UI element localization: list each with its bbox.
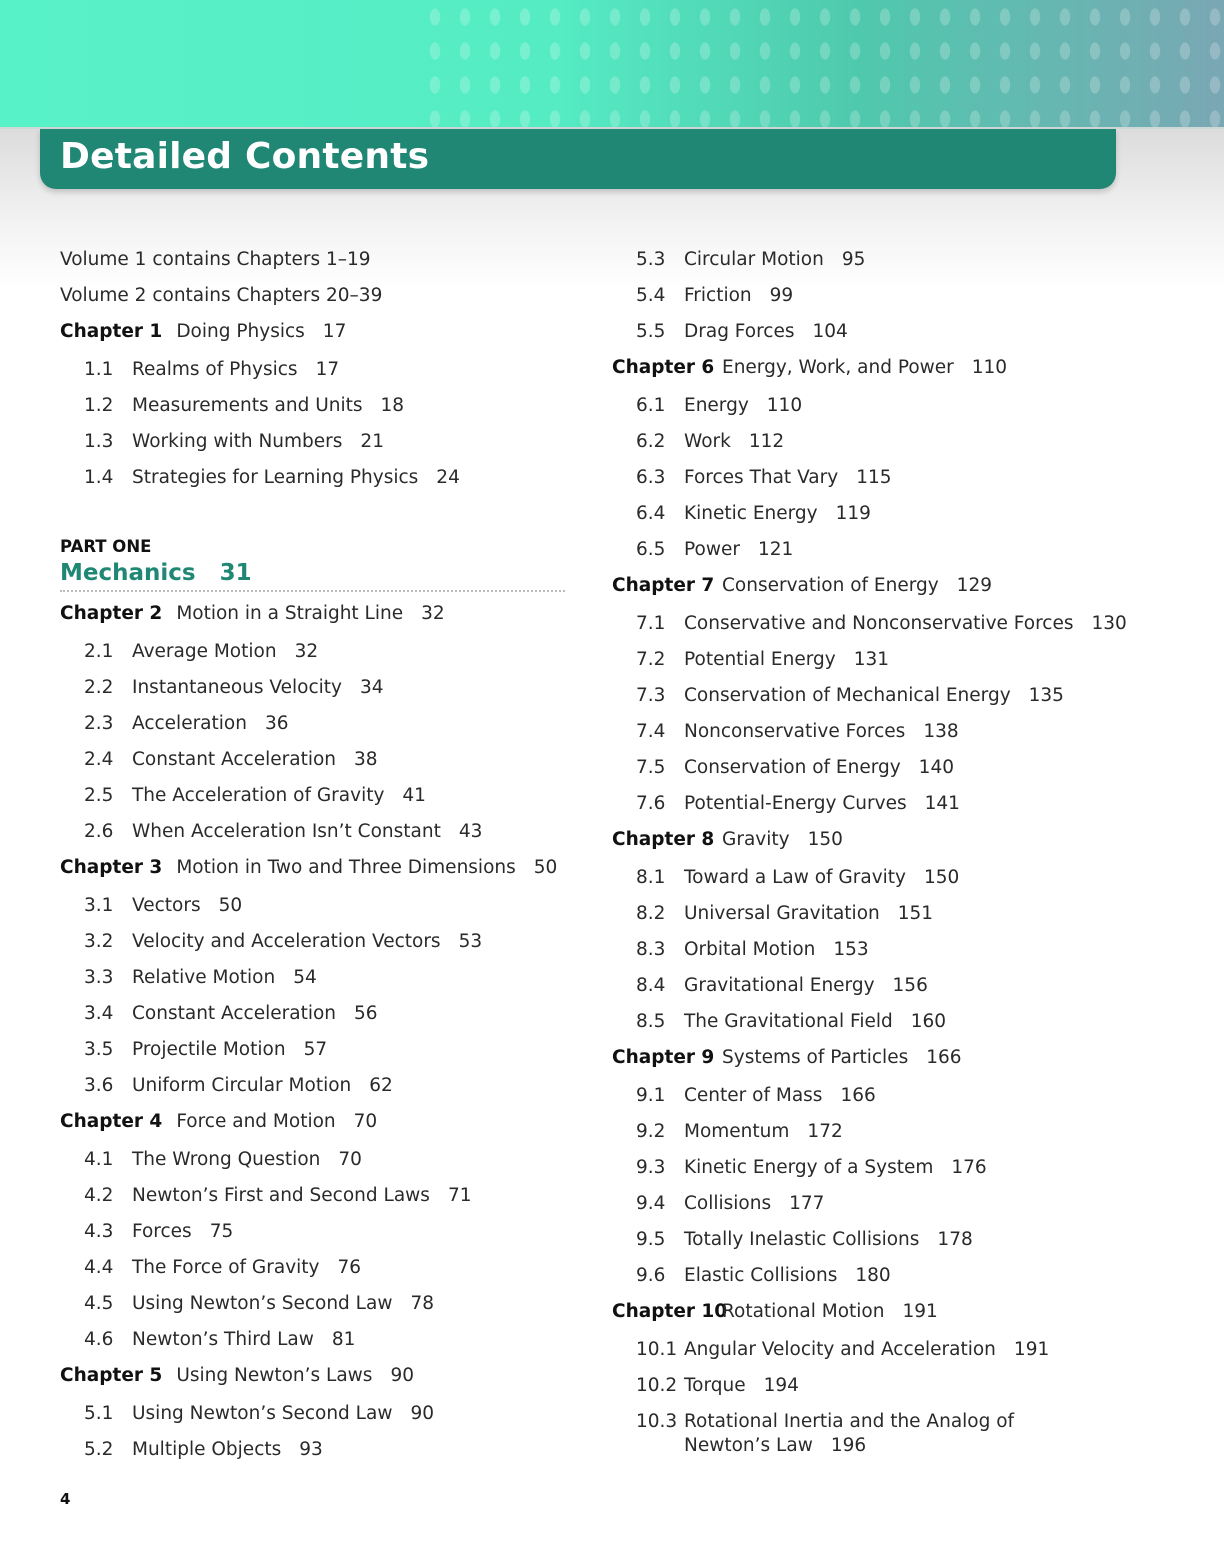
- page-ref: 135: [1028, 685, 1064, 706]
- section-entry[interactable]: [60, 1034, 570, 1070]
- chapter-title: Doing Physics: [176, 321, 305, 342]
- page-ref: 180: [855, 1265, 891, 1286]
- chapter-entry[interactable]: [612, 1296, 1112, 1334]
- section-number: 9.4: [636, 1193, 666, 1214]
- section-number: 5.2: [84, 1439, 114, 1460]
- page-ref: 36: [264, 713, 289, 734]
- section-entry[interactable]: [60, 390, 570, 426]
- section-number: 4.2: [84, 1185, 114, 1206]
- page-ref: 78: [410, 1293, 435, 1314]
- section-title: Friction: [684, 285, 752, 306]
- chapter-label: Chapter 2: [60, 603, 163, 624]
- section-number: 9.6: [636, 1265, 666, 1286]
- section-entry[interactable]: [612, 970, 1112, 1006]
- page-ref: 196: [830, 1435, 867, 1456]
- page-ref: 112: [748, 431, 785, 452]
- chapter-entry[interactable]: [612, 1042, 1112, 1080]
- page-ref: 166: [926, 1047, 962, 1068]
- section-number: 7.2: [636, 649, 666, 670]
- section-number: 1.2: [84, 395, 114, 416]
- page-ref: 176: [951, 1157, 987, 1178]
- section-number: 8.3: [636, 939, 666, 960]
- section-entry[interactable]: [612, 280, 1112, 316]
- chapter-title: Motion in a Straight Line: [176, 603, 404, 624]
- section-title: Circular Motion: [684, 249, 824, 270]
- section-number: 2.2: [84, 677, 114, 698]
- part-name: Mechanics: [60, 560, 196, 586]
- section-entry[interactable]: [612, 1334, 1112, 1370]
- section-entry[interactable]: [612, 862, 1112, 898]
- page-ref: 191: [902, 1301, 938, 1322]
- section-number: 5.4: [636, 285, 666, 306]
- section-title: Realms of Physics: [132, 359, 298, 380]
- page-ref: 160: [910, 1011, 947, 1032]
- section-title: Constant Acceleration: [132, 1003, 337, 1024]
- section-entry[interactable]: [60, 1070, 570, 1106]
- part-spacer: [60, 498, 570, 536]
- chapter-label: Chapter 7: [612, 575, 715, 596]
- page-title: Detailed Contents: [60, 136, 430, 177]
- section-entry[interactable]: [60, 1180, 570, 1216]
- chapter-entry[interactable]: [612, 570, 1112, 608]
- section-title: Working with Numbers: [132, 431, 343, 452]
- section-number: 1.3: [84, 431, 114, 452]
- section-title: Forces: [132, 1221, 192, 1242]
- page-ref: 43: [458, 821, 483, 842]
- section-number: 8.4: [636, 975, 666, 996]
- page-ref: 150: [924, 867, 960, 888]
- section-title: Multiple Objects: [132, 1439, 282, 1460]
- section-number: 10.1: [636, 1339, 678, 1360]
- page-ref: 151: [897, 903, 934, 924]
- chapter-title: Energy, Work, and Power: [722, 357, 954, 378]
- section-text: [684, 1410, 1084, 1458]
- section-number: 2.4: [84, 749, 114, 770]
- section-number: 4.6: [84, 1329, 114, 1350]
- section-title: Conservative and Nonconservative Forces: [684, 613, 1074, 634]
- chapter-entry[interactable]: [60, 852, 570, 890]
- page-ref: 71: [447, 1185, 472, 1206]
- part-title[interactable]: [60, 558, 565, 592]
- section-number: 6.2: [636, 431, 666, 452]
- chapter-5-continued: [612, 244, 1112, 352]
- section-number: 9.2: [636, 1121, 666, 1142]
- section-number: 5.5: [636, 321, 666, 342]
- section-title: Forces That Vary: [684, 467, 839, 488]
- page-ref: 178: [937, 1229, 973, 1250]
- section-number: 9.5: [636, 1229, 666, 1250]
- section-entry[interactable]: [60, 1144, 570, 1180]
- section-title: Gravitational Energy: [684, 975, 875, 996]
- section-entry[interactable]: [612, 1006, 1112, 1042]
- volume-note-2: Volume 2 contains Chapters 20–39: [60, 285, 383, 306]
- page-ref: 50: [533, 857, 558, 878]
- section-number: 3.3: [84, 967, 114, 988]
- section-entry[interactable]: [612, 1080, 1112, 1116]
- section-title: Power: [684, 539, 740, 560]
- section-number: 9.3: [636, 1157, 666, 1178]
- section-title: Toward a Law of Gravity: [684, 867, 906, 888]
- section-entry[interactable]: [60, 1216, 570, 1252]
- section-entry[interactable]: [60, 708, 570, 744]
- section-entry[interactable]: [612, 934, 1112, 970]
- section-title: Rotational Inertia and the Analog of Newton’s Law: [684, 1411, 1015, 1456]
- right-column: [612, 244, 1127, 1458]
- section-title: Energy: [684, 395, 749, 416]
- chapter-1-entry[interactable]: [60, 316, 570, 354]
- page-ref: 93: [299, 1439, 323, 1460]
- section-number: 1.1: [84, 359, 114, 380]
- page-ref: 41: [402, 785, 426, 806]
- section-title: Newton’s First and Second Laws: [132, 1185, 430, 1206]
- section-title: Instantaneous Velocity: [132, 677, 342, 698]
- section-number: 10.2: [636, 1375, 678, 1396]
- section-number: 4.3: [84, 1221, 114, 1242]
- left-column: [60, 244, 570, 1470]
- page-ref: 75: [209, 1221, 234, 1242]
- chapter-label: Chapter 8: [612, 829, 715, 850]
- page-ref: 56: [354, 1003, 378, 1024]
- page-ref: 90: [410, 1403, 435, 1424]
- chapter-title: Gravity: [722, 829, 790, 850]
- section-entry[interactable]: [612, 898, 1112, 934]
- page-ref: 17: [315, 359, 340, 380]
- section-entry[interactable]: [612, 462, 1112, 498]
- section-entry[interactable]: [612, 644, 1112, 680]
- section-entry[interactable]: [612, 608, 1127, 644]
- part-label: PART ONE: [60, 537, 152, 556]
- chapter-entry[interactable]: [60, 1360, 570, 1398]
- page-ref: 129: [956, 575, 992, 596]
- section-title: Center of Mass: [684, 1085, 823, 1106]
- section-title: Constant Acceleration: [132, 749, 337, 770]
- section-entry[interactable]: [60, 1434, 570, 1470]
- chapter-label: Chapter 4: [60, 1111, 163, 1132]
- page-ref: 191: [1013, 1339, 1050, 1360]
- section-entry[interactable]: [612, 1116, 1112, 1152]
- page-ref: 32: [421, 603, 445, 624]
- section-title: Work: [684, 431, 731, 452]
- section-title: Kinetic Energy of a System: [684, 1157, 934, 1178]
- section-entry[interactable]: [612, 1188, 1112, 1224]
- section-number: 6.4: [636, 503, 666, 524]
- section-title: Kinetic Energy: [684, 503, 818, 524]
- section-entry[interactable]: [612, 316, 1112, 352]
- chapter-title: Motion in Two and Three Dimensions: [176, 857, 516, 878]
- page-ref: 115: [856, 467, 892, 488]
- section-entry[interactable]: [612, 534, 1112, 570]
- section-number: 6.1: [636, 395, 666, 416]
- section-number: 8.2: [636, 903, 666, 924]
- section-title: Universal Gravitation: [684, 903, 880, 924]
- page-ref: 90: [390, 1365, 414, 1386]
- page-ref: 140: [918, 757, 954, 778]
- section-title: Nonconservative Forces: [684, 721, 906, 742]
- section-entry[interactable]: [612, 498, 1112, 534]
- section-title: Potential-Energy Curves: [684, 793, 907, 814]
- section-title: Newton’s Third Law: [132, 1329, 314, 1350]
- section-number: 6.3: [636, 467, 666, 488]
- section-title: Drag Forces: [684, 321, 795, 342]
- chapter-entry[interactable]: [612, 352, 1112, 390]
- section-entry[interactable]: [612, 390, 1112, 426]
- section-title: Elastic Collisions: [684, 1265, 838, 1286]
- section-entry[interactable]: [612, 1224, 1112, 1260]
- section-title: Using Newton’s Second Law: [132, 1403, 393, 1424]
- section-title: Using Newton’s Second Law: [132, 1293, 393, 1314]
- section-entry[interactable]: [612, 1406, 1112, 1458]
- section-title: Projectile Motion: [132, 1039, 286, 1060]
- section-number: 4.5: [84, 1293, 114, 1314]
- section-entry[interactable]: [60, 462, 570, 498]
- page-ref: 177: [789, 1193, 825, 1214]
- page-ref: 70: [338, 1149, 362, 1170]
- page-ref: 172: [807, 1121, 843, 1142]
- page-number: 4: [60, 1490, 71, 1508]
- section-number: 6.5: [636, 539, 666, 560]
- section-number: 7.1: [636, 613, 666, 634]
- page-ref: 34: [359, 677, 384, 698]
- section-entry[interactable]: [612, 788, 1112, 824]
- section-entry[interactable]: [60, 926, 570, 962]
- page-ref: 18: [380, 395, 405, 416]
- section-title: Totally Inelastic Collisions: [684, 1229, 920, 1250]
- section-number: 5.1: [84, 1403, 114, 1424]
- page-ref: 130: [1091, 613, 1127, 634]
- section-title: Strategies for Learning Physics: [132, 467, 419, 488]
- section-number: 3.2: [84, 931, 114, 952]
- section-entry[interactable]: [612, 1152, 1112, 1188]
- page-ref: 99: [769, 285, 794, 306]
- page-ref: 62: [369, 1075, 393, 1096]
- chapter-title: Conservation of Energy: [722, 575, 939, 596]
- page-ref: 110: [971, 357, 1008, 378]
- page-ref: 76: [337, 1257, 362, 1278]
- chapter-entry[interactable]: [612, 824, 1112, 862]
- section-number: 3.1: [84, 895, 114, 916]
- section-entry[interactable]: [60, 672, 570, 708]
- section-title: Conservation of Mechanical Energy: [684, 685, 1011, 706]
- section-entry[interactable]: [612, 680, 1112, 716]
- section-entry[interactable]: [60, 816, 570, 852]
- banner-pattern: [420, 0, 1224, 127]
- section-number: 7.4: [636, 721, 666, 742]
- page-ref: 150: [807, 829, 843, 850]
- section-title: Angular Velocity and Acceleration: [684, 1339, 996, 1360]
- page-ref: 156: [892, 975, 928, 996]
- page-ref: 24: [436, 467, 460, 488]
- section-number: 3.6: [84, 1075, 114, 1096]
- page-ref: 50: [218, 895, 243, 916]
- section-title: The Wrong Question: [132, 1149, 321, 1170]
- section-number: 10.3: [636, 1411, 678, 1432]
- chapter-label: Chapter 5: [60, 1365, 163, 1386]
- section-title: Potential Energy: [684, 649, 836, 670]
- section-entry[interactable]: [60, 1252, 570, 1288]
- section-number: 2.5: [84, 785, 114, 806]
- page-ref: 95: [841, 249, 866, 270]
- section-entry[interactable]: [612, 1370, 1112, 1406]
- section-title: Momentum: [684, 1121, 790, 1142]
- page-ref: 21: [360, 431, 384, 452]
- page-ref: 166: [840, 1085, 876, 1106]
- page-ref: 194: [763, 1375, 799, 1396]
- right-chapter-list: [612, 352, 1127, 1458]
- section-entry[interactable]: [60, 636, 570, 672]
- section-number: 8.1: [636, 867, 666, 888]
- section-title: Orbital Motion: [684, 939, 816, 960]
- section-title: The Force of Gravity: [132, 1257, 320, 1278]
- page-ref: 119: [835, 503, 871, 524]
- page-ref: 53: [458, 931, 483, 952]
- chapter-label: Chapter 6: [612, 357, 715, 378]
- section-number: 3.4: [84, 1003, 114, 1024]
- section-number: 7.3: [636, 685, 666, 706]
- section-entry[interactable]: [612, 1260, 1112, 1296]
- section-title: Vectors: [132, 895, 201, 916]
- chapter-title: Force and Motion: [176, 1111, 336, 1132]
- section-entry[interactable]: [60, 890, 570, 926]
- page-ref: 38: [354, 749, 378, 770]
- page-ref: 153: [833, 939, 869, 960]
- section-entry[interactable]: [60, 780, 570, 816]
- chapter-entry[interactable]: [60, 1106, 570, 1144]
- section-title: Conservation of Energy: [684, 757, 901, 778]
- section-entry[interactable]: [60, 744, 570, 780]
- section-entry[interactable]: [60, 1288, 570, 1324]
- section-entry[interactable]: [612, 244, 1112, 280]
- chapter-entry[interactable]: [60, 598, 570, 636]
- page-ref: 32: [294, 641, 319, 662]
- page-ref: 31: [219, 560, 252, 586]
- section-title: Collisions: [684, 1193, 772, 1214]
- section-number: 5.3: [636, 249, 666, 270]
- section-number: 3.5: [84, 1039, 114, 1060]
- section-title: Acceleration: [132, 713, 247, 734]
- page-ref: 54: [293, 967, 317, 988]
- section-title: The Gravitational Field: [684, 1011, 893, 1032]
- chapter-title: Rotational Motion: [722, 1301, 885, 1322]
- volume-note-1: Volume 1 contains Chapters 1–19: [60, 249, 371, 270]
- section-title: Measurements and Units: [132, 395, 363, 416]
- section-entry[interactable]: [60, 354, 570, 390]
- section-title: Torque: [684, 1375, 746, 1396]
- section-number: 4.4: [84, 1257, 114, 1278]
- section-number: 4.1: [84, 1149, 114, 1170]
- page-ref: 17: [322, 321, 347, 342]
- header-banner: [0, 0, 1224, 127]
- section-title: Velocity and Acceleration Vectors: [132, 931, 441, 952]
- chapter-label: Chapter 3: [60, 857, 163, 878]
- page-ref: 138: [923, 721, 959, 742]
- title-bar: [40, 129, 1116, 189]
- page-ref: 110: [766, 395, 803, 416]
- section-entry[interactable]: [60, 998, 570, 1034]
- section-entry[interactable]: [60, 1398, 570, 1434]
- section-title: Uniform Circular Motion: [132, 1075, 352, 1096]
- left-chapter-list: [60, 598, 570, 1470]
- section-title: When Acceleration Isn’t Constant: [132, 821, 441, 842]
- section-entry[interactable]: [612, 752, 1112, 788]
- section-entry[interactable]: [612, 426, 1112, 462]
- section-number: 9.1: [636, 1085, 666, 1106]
- page-ref: 141: [924, 793, 960, 814]
- section-title: Average Motion: [132, 641, 277, 662]
- section-entry[interactable]: [612, 716, 1112, 752]
- section-entry[interactable]: [60, 1324, 570, 1360]
- chapter-label: Chapter 9: [612, 1047, 715, 1068]
- section-title: The Acceleration of Gravity: [132, 785, 385, 806]
- chapter-label: Chapter 1: [60, 321, 163, 342]
- section-entry[interactable]: [60, 962, 570, 998]
- section-number: 8.5: [636, 1011, 666, 1032]
- page-ref: 121: [757, 539, 794, 560]
- section-number: 7.5: [636, 757, 666, 778]
- page-ref: 131: [853, 649, 890, 670]
- page-ref: 81: [331, 1329, 356, 1350]
- page-ref: 57: [303, 1039, 328, 1060]
- chapter-label: Chapter 10: [612, 1301, 728, 1322]
- section-number: 2.6: [84, 821, 114, 842]
- chapter-title: Using Newton’s Laws: [176, 1365, 373, 1386]
- section-number: 7.6: [636, 793, 666, 814]
- section-title: Relative Motion: [132, 967, 276, 988]
- page-ref: 70: [353, 1111, 378, 1132]
- section-number: 2.3: [84, 713, 114, 734]
- chapter-title: Systems of Particles: [722, 1047, 909, 1068]
- section-entry[interactable]: [60, 426, 570, 462]
- page-ref: 104: [812, 321, 848, 342]
- section-number: 1.4: [84, 467, 114, 488]
- section-number: 2.1: [84, 641, 114, 662]
